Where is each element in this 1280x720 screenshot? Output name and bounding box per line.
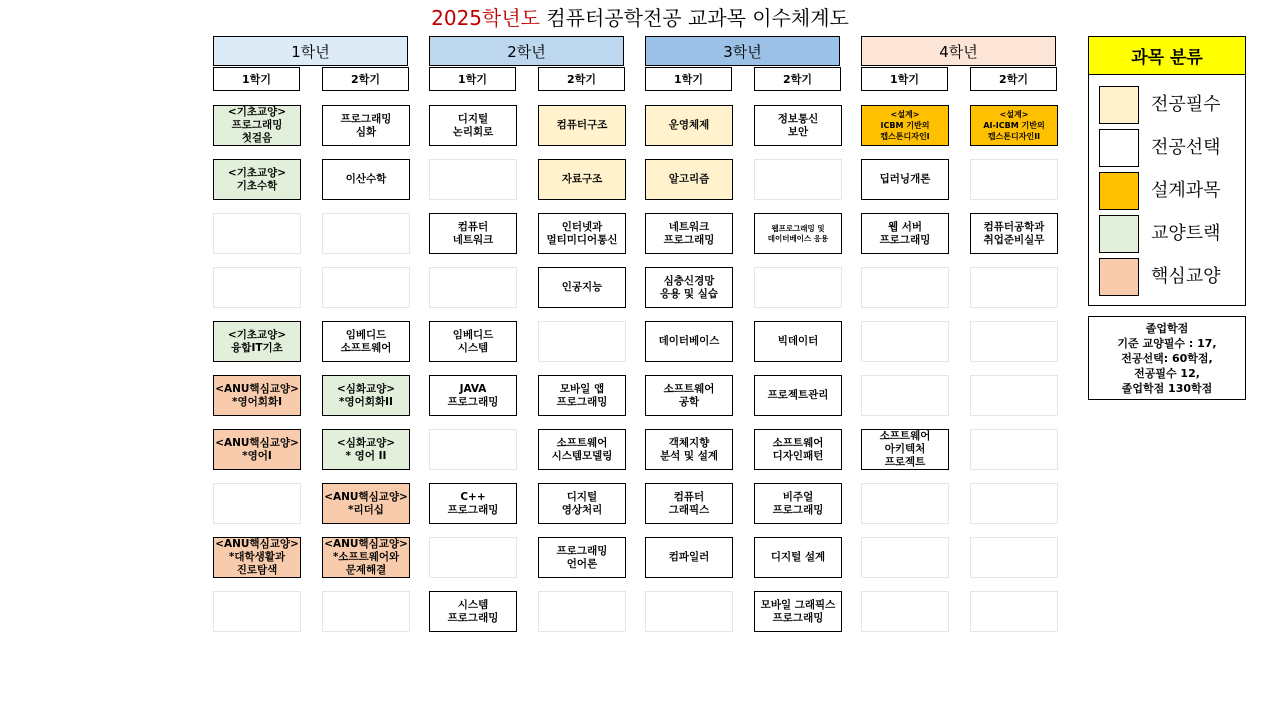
course-cell: 데이터베이스 xyxy=(645,321,733,362)
course-cell: 모바일 앱 프로그래밍 xyxy=(538,375,626,416)
empty-cell xyxy=(970,429,1058,470)
course-cell: 이산수학 xyxy=(322,159,410,200)
legend-title: 과목 분류 xyxy=(1089,37,1245,75)
empty-cell xyxy=(970,591,1058,632)
course-cell: 웹 서버 프로그래밍 xyxy=(861,213,949,254)
semester-header: 1학기 xyxy=(645,67,732,91)
legend-swatch xyxy=(1099,215,1139,253)
legend-label: 설계과목 xyxy=(1151,180,1221,201)
course-cell: 웹프로그래밍 및 데이터베이스 응용 xyxy=(754,213,842,254)
course-cell: 인공지능 xyxy=(538,267,626,308)
semester-header: 2학기 xyxy=(322,67,409,91)
empty-cell xyxy=(213,591,301,632)
course-cell: 컴퓨터공학과 취업준비실무 xyxy=(970,213,1058,254)
legend-label: 전공필수 xyxy=(1151,94,1221,115)
year-header-4: 4학년 xyxy=(861,36,1056,66)
course-cell: 시스템 프로그래밍 xyxy=(429,591,517,632)
semester-header: 1학기 xyxy=(861,67,948,91)
empty-cell xyxy=(861,537,949,578)
empty-cell xyxy=(754,159,842,200)
course-cell: 자료구조 xyxy=(538,159,626,200)
course-cell: 디지털 설계 xyxy=(754,537,842,578)
legend-item xyxy=(1099,258,1239,296)
course-cell: <기초교양> 융합IT기초 xyxy=(213,321,301,362)
semester-header: 2학기 xyxy=(970,67,1057,91)
title-year: 2025학년도 xyxy=(431,6,540,30)
empty-cell xyxy=(429,267,517,308)
empty-cell xyxy=(429,537,517,578)
year-header-3: 3학년 xyxy=(645,36,840,66)
course-cell: <기초교양> 기초수학 xyxy=(213,159,301,200)
course-cell: <설계> AI-ICBM 기반의 캡스톤디자인II xyxy=(970,105,1058,146)
course-cell: 컴퓨터 네트워크 xyxy=(429,213,517,254)
course-cell: 디지털 논리회로 xyxy=(429,105,517,146)
course-cell: <심화교양> *영어회화II xyxy=(322,375,410,416)
course-cell: 디지털 영상처리 xyxy=(538,483,626,524)
legend-item xyxy=(1099,215,1239,253)
empty-cell xyxy=(861,267,949,308)
empty-cell xyxy=(754,267,842,308)
course-cell: 프로그래밍 심화 xyxy=(322,105,410,146)
course-cell: <기초교양> 프로그래밍 첫걸음 xyxy=(213,105,301,146)
course-cell: <설계> ICBM 기반의 캡스톤디자인I xyxy=(861,105,949,146)
course-cell: 알고리즘 xyxy=(645,159,733,200)
course-cell: <ANU핵심교양> *영어회화I xyxy=(213,375,301,416)
empty-cell xyxy=(322,213,410,254)
course-cell: 임베디드 시스템 xyxy=(429,321,517,362)
course-cell: JAVA 프로그래밍 xyxy=(429,375,517,416)
course-cell: 프로젝트관리 xyxy=(754,375,842,416)
empty-cell xyxy=(538,321,626,362)
course-cell: 소프트웨어 아키텍처 프로젝트 xyxy=(861,429,949,470)
course-cell: <ANU핵심교양> *영어I xyxy=(213,429,301,470)
semester-header: 1학기 xyxy=(213,67,300,91)
empty-cell xyxy=(861,375,949,416)
course-cell: 소프트웨어 공학 xyxy=(645,375,733,416)
legend-swatch xyxy=(1099,86,1139,124)
empty-cell xyxy=(970,267,1058,308)
legend-label: 전공선택 xyxy=(1151,137,1221,158)
year-header-1: 1학년 xyxy=(213,36,408,66)
legend-swatch xyxy=(1099,258,1139,296)
empty-cell xyxy=(970,375,1058,416)
empty-cell xyxy=(970,537,1058,578)
legend-label: 교양트랙 xyxy=(1151,223,1221,244)
page-title xyxy=(0,4,1280,32)
legend-item xyxy=(1099,129,1239,167)
graduation-credits-note: 졸업학점 기준 교양필수 : 17, 전공선택: 60학점, 전공필수 12, 졸업학점 130학점 xyxy=(1088,316,1246,400)
course-cell: 네트워크 프로그래밍 xyxy=(645,213,733,254)
course-cell: 프로그래밍 언어론 xyxy=(538,537,626,578)
course-cell: 소프트웨어 디자인패턴 xyxy=(754,429,842,470)
course-cell: 소프트웨어 시스템모델링 xyxy=(538,429,626,470)
course-cell: <심화교양> * 영어 II xyxy=(322,429,410,470)
course-cell: 컴파일러 xyxy=(645,537,733,578)
empty-cell xyxy=(970,483,1058,524)
empty-cell xyxy=(429,429,517,470)
legend-label: 핵심교양 xyxy=(1151,266,1221,287)
course-cell: 심층신경망 응용 및 실습 xyxy=(645,267,733,308)
course-cell: 임베디드 소프트웨어 xyxy=(322,321,410,362)
legend-swatch xyxy=(1099,172,1139,210)
course-cell: 컴퓨터구조 xyxy=(538,105,626,146)
year-header-2: 2학년 xyxy=(429,36,624,66)
empty-cell xyxy=(970,159,1058,200)
course-cell: 컴퓨터 그래픽스 xyxy=(645,483,733,524)
empty-cell xyxy=(861,483,949,524)
course-cell: 모바일 그래픽스 프로그래밍 xyxy=(754,591,842,632)
empty-cell xyxy=(213,213,301,254)
course-cell: <ANU핵심교양> *대학생활과 진로탐색 xyxy=(213,537,301,578)
course-cell: 운영체제 xyxy=(645,105,733,146)
empty-cell xyxy=(213,483,301,524)
legend-item xyxy=(1099,172,1239,210)
course-cell: 딥러닝개론 xyxy=(861,159,949,200)
course-cell: 비주얼 프로그래밍 xyxy=(754,483,842,524)
course-cell: 인터넷과 멀티미디어통신 xyxy=(538,213,626,254)
legend-item xyxy=(1099,86,1239,124)
empty-cell xyxy=(861,321,949,362)
empty-cell xyxy=(322,591,410,632)
course-cell: <ANU핵심교양> *리더십 xyxy=(322,483,410,524)
course-cell: <ANU핵심교양> *소프트웨어와 문제해결 xyxy=(322,537,410,578)
semester-header: 2학기 xyxy=(754,67,841,91)
empty-cell xyxy=(645,591,733,632)
empty-cell xyxy=(861,591,949,632)
course-cell: 객체지향 분석 및 설계 xyxy=(645,429,733,470)
empty-cell xyxy=(538,591,626,632)
legend-swatch xyxy=(1099,129,1139,167)
empty-cell xyxy=(970,321,1058,362)
semester-header: 1학기 xyxy=(429,67,516,91)
course-cell: 빅데이터 xyxy=(754,321,842,362)
semester-header: 2학기 xyxy=(538,67,625,91)
empty-cell xyxy=(322,267,410,308)
empty-cell xyxy=(429,159,517,200)
empty-cell xyxy=(213,267,301,308)
course-cell: 정보통신 보안 xyxy=(754,105,842,146)
title-main: 컴퓨터공학전공 교과목 이수체계도 xyxy=(539,6,849,30)
legend xyxy=(1088,36,1246,306)
course-cell: C++ 프로그래밍 xyxy=(429,483,517,524)
